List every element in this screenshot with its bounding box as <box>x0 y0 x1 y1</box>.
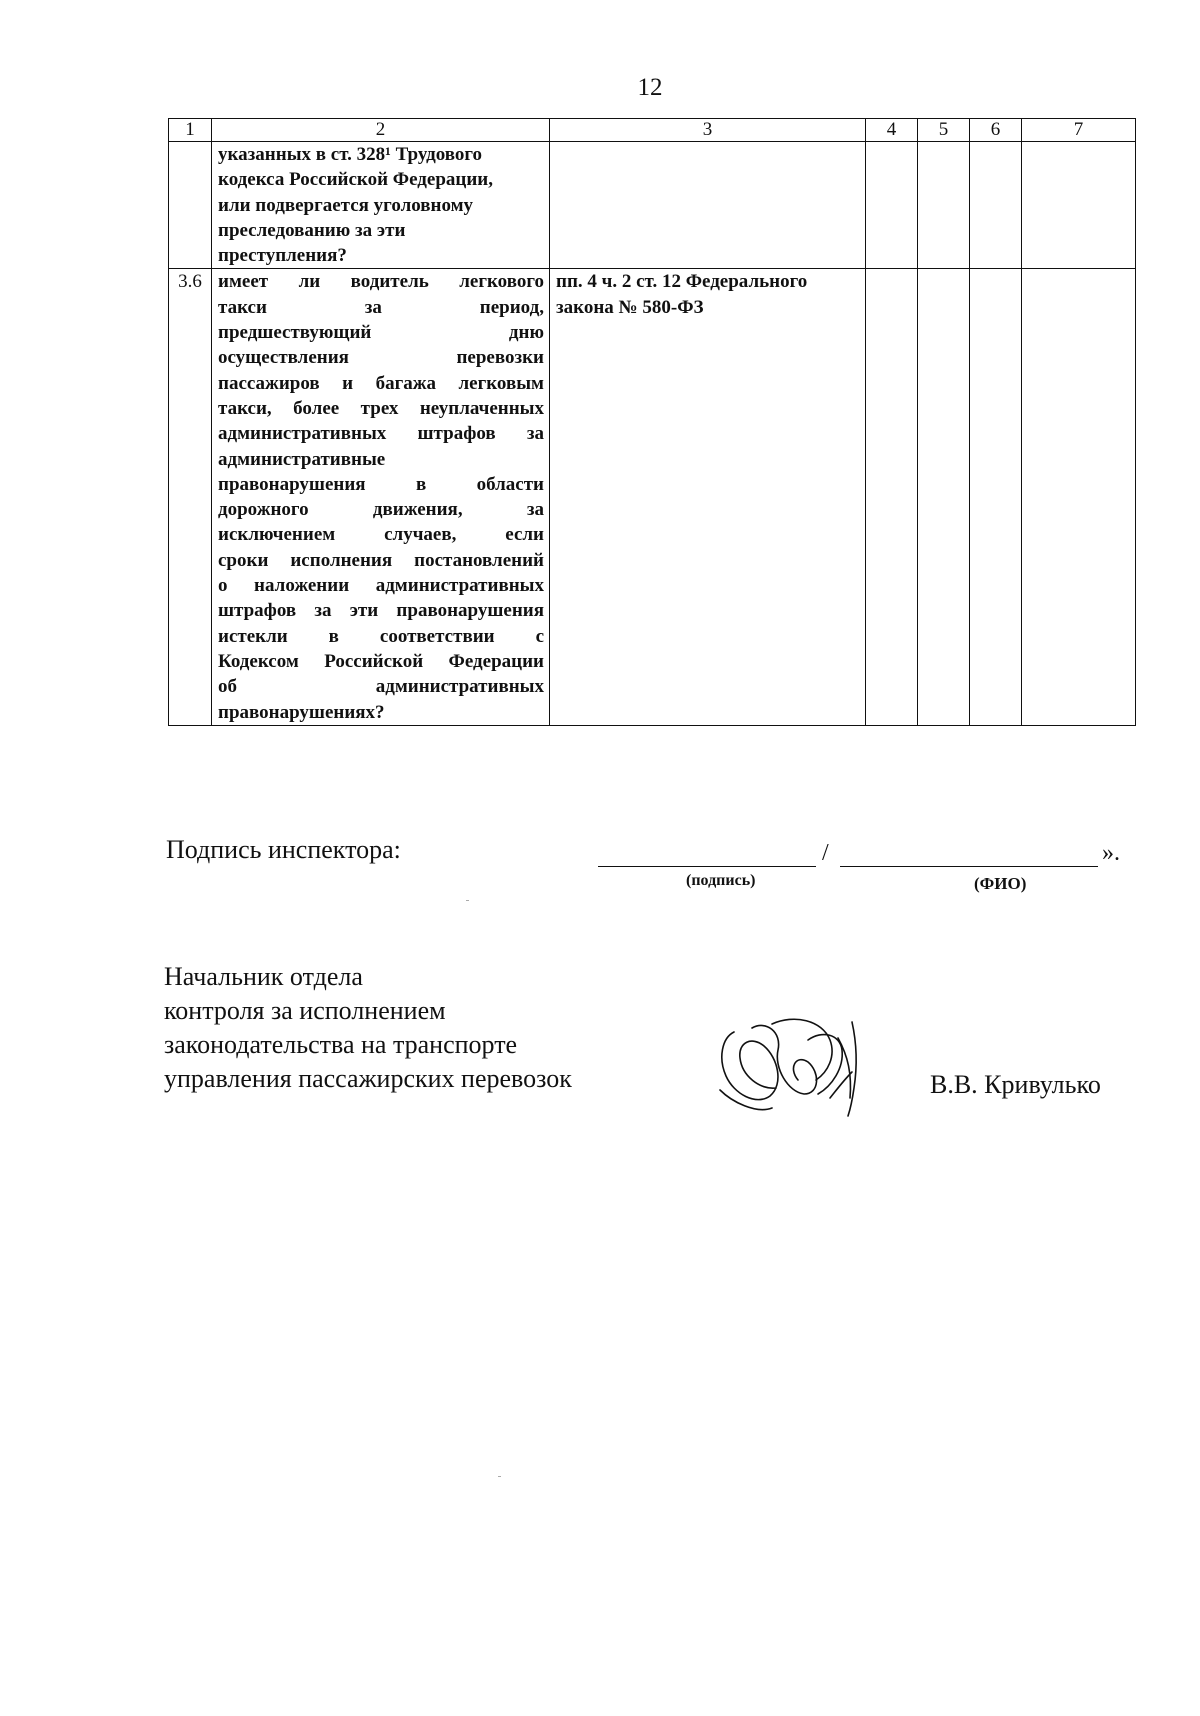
chief-title-line: Начальник отдела <box>164 962 363 991</box>
column-header: 7 <box>1022 119 1136 142</box>
scan-speck <box>466 900 469 901</box>
question-line: административные <box>218 448 386 470</box>
signature-caption: (подпись) <box>686 872 756 889</box>
checklist-table <box>168 118 1136 726</box>
question-line: имеет ли водитель легкового <box>218 271 544 293</box>
signature-blank-line <box>598 866 816 867</box>
question-line: об административных <box>218 676 544 698</box>
table-row <box>169 269 1136 725</box>
table-cell <box>918 142 970 269</box>
question-line: правонарушениях? <box>218 701 385 723</box>
column-header: 5 <box>918 119 970 142</box>
column-header: 4 <box>866 119 918 142</box>
scan-speck <box>498 1476 501 1477</box>
table-cell <box>970 142 1022 269</box>
question-line: сроки исполнения постановлений <box>218 549 544 571</box>
table-cell <box>1022 269 1136 725</box>
table-cell <box>1022 142 1136 269</box>
table-cell <box>970 269 1022 725</box>
legal-reference-cell <box>550 142 866 269</box>
question-line: такси за период, <box>218 296 544 318</box>
chief-title-line: законодательства на транспорте <box>164 1030 518 1059</box>
slash-separator: / <box>822 840 829 866</box>
inspector-signature-label: Подпись инспектора: <box>166 835 401 864</box>
question-line: Кодексом Российской Федерации <box>218 650 544 672</box>
page-number: 12 <box>637 74 663 101</box>
question-cell <box>212 269 550 725</box>
question-line: осуществления перевозки <box>218 347 544 369</box>
question-line: предшествующий дню <box>218 322 544 344</box>
question-line: истекли в соответствии с <box>218 625 544 647</box>
signer-name: В.В. Кривулько <box>930 1070 1101 1099</box>
question-line: преследованию за эти <box>218 219 406 241</box>
table-cell <box>918 269 970 725</box>
name-caption: (ФИО) <box>974 874 1027 893</box>
question-line: правонарушения в области <box>218 473 544 495</box>
question-line: такси, более трех неуплаченных <box>218 397 544 419</box>
table-cell <box>866 142 918 269</box>
handwritten-signature <box>712 1010 872 1120</box>
row-number <box>169 142 212 269</box>
question-line: указанных в ст. 328¹ Трудового <box>218 144 483 165</box>
name-blank-line <box>840 866 1098 867</box>
legal-reference-line: закона № 580-ФЗ <box>556 296 704 318</box>
question-line: пассажиров и багажа легковым <box>218 372 544 394</box>
chief-title-line: управления пассажирских перевозок <box>164 1064 572 1093</box>
column-header: 3 <box>550 119 866 142</box>
legal-reference-cell <box>550 269 866 725</box>
question-line: административных штрафов за <box>218 423 544 445</box>
column-header: 6 <box>970 119 1022 142</box>
question-line: штрафов за эти правонарушения <box>218 600 544 622</box>
closing-quote: ». <box>1102 840 1120 866</box>
chief-title <box>164 960 572 1096</box>
question-line: преступления? <box>218 245 347 267</box>
table-row <box>169 142 1136 269</box>
legal-reference-line: пп. 4 ч. 2 ст. 12 Федерального <box>556 271 808 293</box>
table-cell <box>866 269 918 725</box>
question-line: исключением случаев, если <box>218 524 544 546</box>
question-line: дорожного движения, за <box>218 499 544 521</box>
question-line: кодекса Российской Федерации, <box>218 169 494 191</box>
column-header: 1 <box>169 119 212 142</box>
question-line: о наложении административных <box>218 575 544 597</box>
question-line: или подвергается уголовному <box>218 194 474 216</box>
chief-title-line: контроля за исполнением <box>164 996 446 1025</box>
question-cell <box>212 142 550 269</box>
column-header: 2 <box>212 119 550 142</box>
table-header-row <box>169 119 1136 142</box>
row-number: 3.6 <box>169 269 212 725</box>
